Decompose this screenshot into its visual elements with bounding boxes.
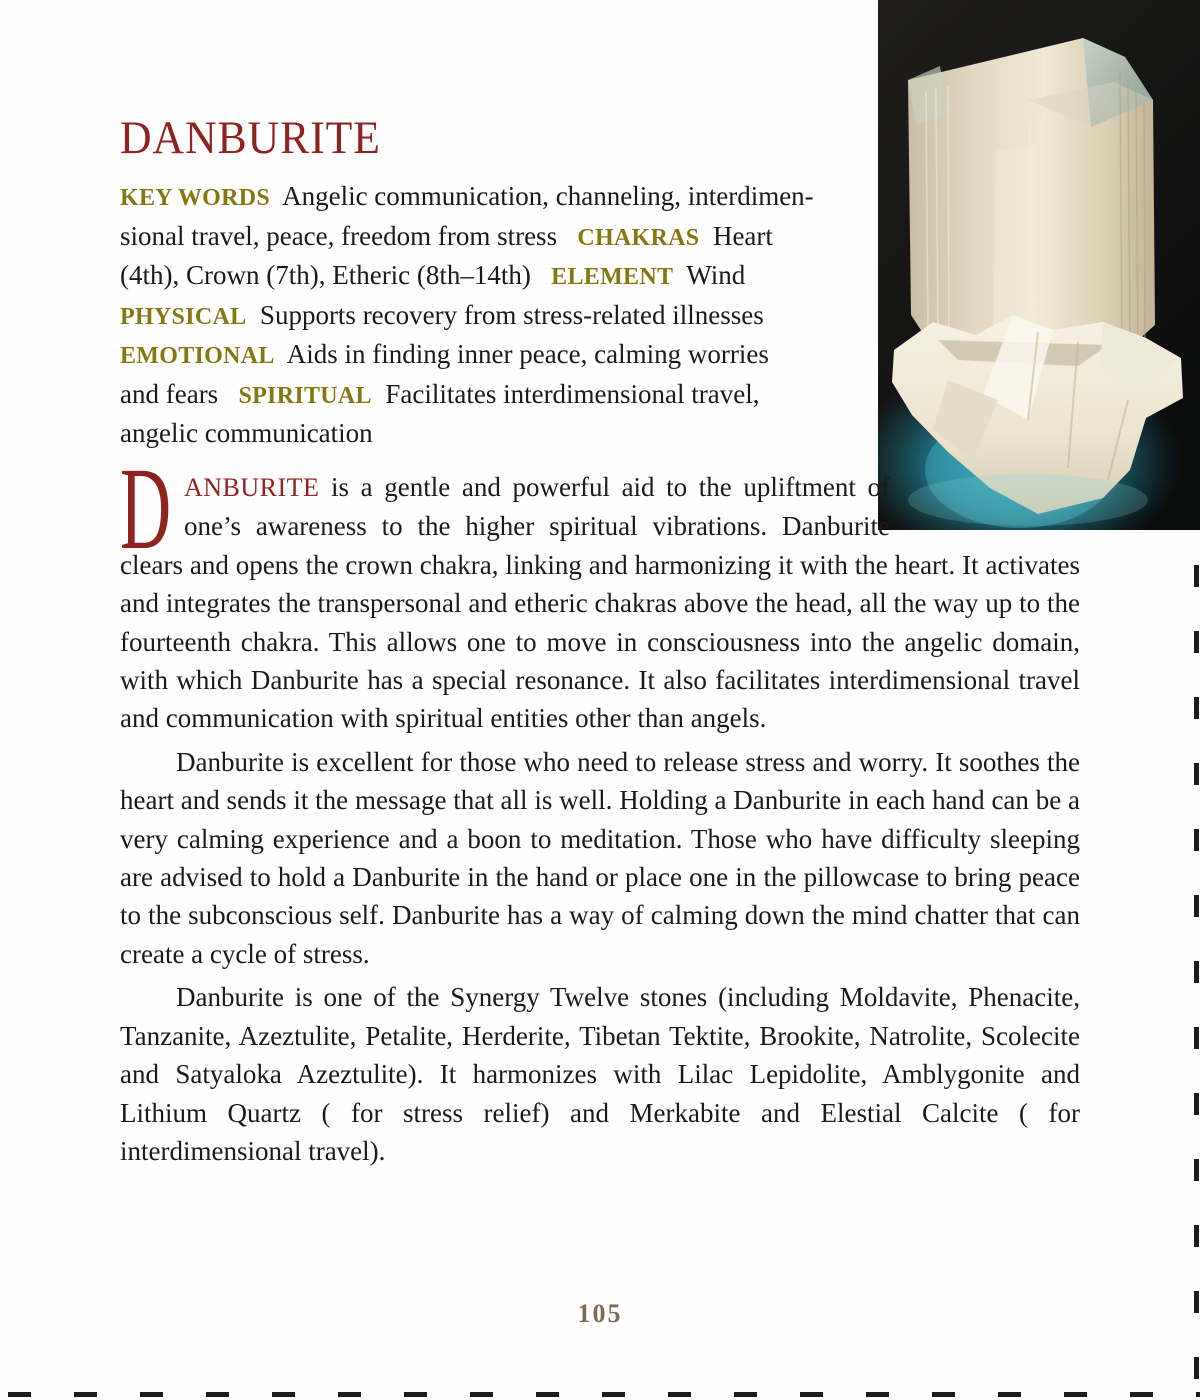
keyword-label: KEY WORDS [120,185,271,211]
drop-cap-letter: D [120,443,172,574]
keyword-line [120,178,875,218]
keyword-line [120,336,875,376]
bottom-border-pattern [8,1392,1200,1397]
paragraph-2: Danburite is excellent for those who need to release stress and worry. It soothes the heart and sends it the message that all is well. Holding a Danburite in each hand can be a very calming experience and a boon to meditation. Those who have difficulty sleeping are advised to hold a Danburite in the hand or place one in the pillowcase to bring peace to the subconscious self. Danburite has a way of calming down the mind chatter that can create a cycle of stress. [120,746,1080,969]
keyword-label: SPIRITUAL [238,382,372,409]
danburite-crystal-photo [878,0,1200,530]
lead-small-caps: ANBURITE [184,473,320,502]
keyword-text: and fears [120,378,239,409]
keyword-label: PHYSICAL [120,303,247,330]
keywords-block [120,178,875,453]
keyword-line [120,218,875,258]
keyword-line [120,415,875,453]
keyword-text: sional travel, peace, freedom from stress [120,220,578,251]
keyword-text: Wind [673,260,746,290]
body-text [120,443,1080,1170]
keyword-text: (4th), Crown (7th), Etheric (8th–14th) [120,260,552,290]
keyword-line [120,257,875,297]
keyword-label: CHAKRAS [577,224,700,251]
keyword-text: angelic communication [120,418,373,448]
page-number: 105 [577,1299,623,1328]
keyword-text: Facilitates interdimensional travel, [371,378,760,409]
paragraph-1-text: is a gentle and powerful aid to the upliftment of one’s awareness to the higher spiritual vibrations. Danburite clears and opens the crown chakra, linking and harmonizing it with the heart. It activates and integrates the transpersonal and etheric chakras above the head, all the way up to the fourteenth chakra. This allows one to move in consciousness into the angelic domain, with which Danburite has a special resonance. It also facilitates interdimensional travel and communication with spiritual entities other than angels. [120,472,1080,734]
keyword-label: ELEMENT [551,264,674,290]
keyword-text: Angelic communication, channeling, interdimen- [270,181,814,211]
paragraph-3: Danburite is one of the Synergy Twelve stones (including Moldavite, Phenacite, Tanzanite, Azeztulite, Petalite, Herderite, Tibetan Tektite, Brookite, Natrolite, Scolecite and Satyaloka Azeztulite). It harmonizes with Lilac Lepidolite, Amblygonite and Lithium Quartz ( for stress relief) and Merkabite and Elestial Calcite ( for interdimensional travel). [120,982,1080,1166]
keyword-line [120,376,875,416]
drop-cap [120,443,178,574]
right-border-pattern [1194,565,1199,1392]
keyword-label: EMOTIONAL [120,343,275,369]
keyword-line [120,297,875,337]
keyword-text: Supports recovery from stress-related illnesses [246,299,764,330]
page-title: DANBURITE [120,112,381,165]
keyword-text: Heart [699,220,773,251]
keyword-text: Aids in finding inner peace, calming worries [274,339,769,369]
photo-wrap-spacer [890,468,1080,534]
